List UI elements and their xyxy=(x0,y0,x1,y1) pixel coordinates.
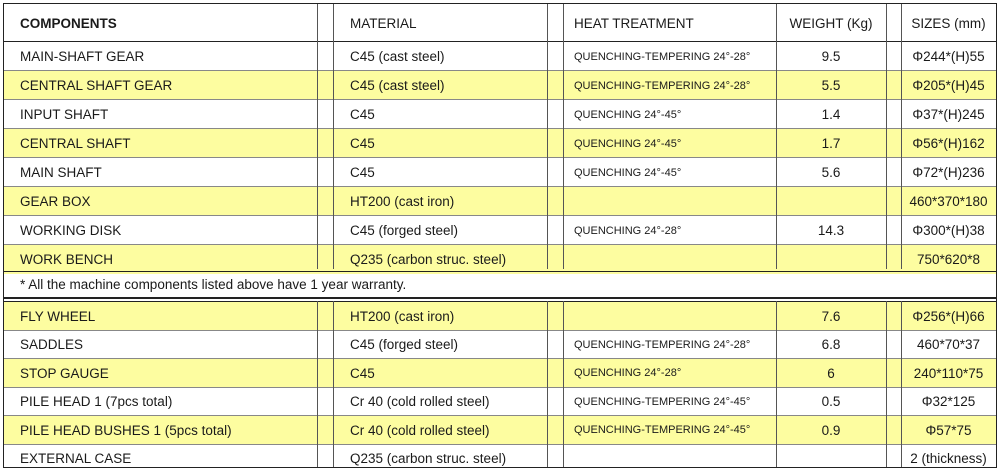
column-divider xyxy=(563,301,564,467)
cell-size: Φ57*75 xyxy=(901,416,996,445)
column-divider xyxy=(317,4,318,269)
column-divider xyxy=(901,301,902,467)
cell-material: C45 (cast steel) xyxy=(333,42,547,71)
cell-component: STOP GAUGE xyxy=(4,359,317,388)
cell-material: Q235 (carbon struc. steel) xyxy=(333,245,547,274)
cell-size: Φ256*(H)66 xyxy=(901,302,996,331)
cell-material: C45 xyxy=(333,129,547,158)
column-divider xyxy=(886,301,887,467)
cell-material: HT200 (cast iron) xyxy=(333,302,547,331)
column-divider xyxy=(563,4,564,269)
row-divider xyxy=(4,301,996,302)
column-divider xyxy=(547,301,548,467)
table-row xyxy=(4,71,996,100)
row-divider xyxy=(4,186,996,187)
cell-weight: 5.5 xyxy=(776,71,886,100)
cell-size: 240*110*75 xyxy=(901,359,996,388)
row-divider xyxy=(4,358,996,359)
cell-material: C45 xyxy=(333,359,547,388)
cell-material: C45 xyxy=(333,100,547,129)
cell-weight: 1.7 xyxy=(776,129,886,158)
cell-size: Φ205*(H)45 xyxy=(901,71,996,100)
cell-material: C45 (forged steel) xyxy=(333,216,547,245)
cell-weight: 5.6 xyxy=(776,158,886,187)
row-divider xyxy=(4,41,996,42)
cell-heat-treatment: QUENCHING-TEMPERING 24°-28° xyxy=(563,331,776,360)
cell-component: PILE HEAD BUSHES 1 (5pcs total) xyxy=(4,416,317,445)
row-divider xyxy=(4,271,996,272)
table-row xyxy=(4,216,996,245)
table-row xyxy=(4,302,996,331)
cell-weight xyxy=(776,445,886,473)
table-row xyxy=(4,187,996,216)
cell-size: 750*620*8 xyxy=(901,245,996,274)
cell-heat-treatment: QUENCHING-TEMPERING 24°-45° xyxy=(563,388,776,417)
cell-weight xyxy=(776,187,886,216)
cell-size: 2 (thickness) xyxy=(901,445,996,473)
row-divider xyxy=(4,244,996,245)
column-divider xyxy=(776,4,777,269)
cell-component: PILE HEAD 1 (7pcs total) xyxy=(4,388,317,417)
table-row xyxy=(4,42,996,71)
table-row xyxy=(4,331,996,360)
cell-material: Cr 40 (cold rolled steel) xyxy=(333,388,547,417)
table-row xyxy=(4,416,996,445)
cell-size: 460*370*180 xyxy=(901,187,996,216)
cell-component: EXTERNAL CASE xyxy=(4,445,317,473)
row-divider xyxy=(4,415,996,416)
cell-component: FLY WHEEL xyxy=(4,302,317,331)
cell-weight: 6.8 xyxy=(776,331,886,360)
column-divider xyxy=(901,4,902,269)
column-divider xyxy=(886,4,887,269)
cell-component: CENTRAL SHAFT xyxy=(4,129,317,158)
cell-component: WORK BENCH xyxy=(4,245,317,274)
header-sizes: SIZES (mm) xyxy=(901,4,996,42)
cell-component: SADDLES xyxy=(4,331,317,360)
table-row xyxy=(4,245,996,274)
cell-weight: 14.3 xyxy=(776,216,886,245)
cell-heat-treatment: QUENCHING-TEMPERING 24°-28° xyxy=(563,71,776,100)
cell-component: MAIN SHAFT xyxy=(4,158,317,187)
row-divider xyxy=(4,387,996,388)
cell-heat-treatment: QUENCHING 24°-28° xyxy=(563,216,776,245)
cell-size: Φ300*(H)38 xyxy=(901,216,996,245)
row-divider xyxy=(4,297,996,299)
row-divider xyxy=(4,330,996,331)
cell-weight: 0.9 xyxy=(776,416,886,445)
table-row xyxy=(4,158,996,187)
cell-material: C45 (forged steel) xyxy=(333,331,547,360)
cell-heat-treatment: QUENCHING 24°-45° xyxy=(563,129,776,158)
cell-weight: 1.4 xyxy=(776,100,886,129)
cell-size: Φ32*125 xyxy=(901,388,996,417)
cell-material: Cr 40 (cold rolled steel) xyxy=(333,416,547,445)
column-divider xyxy=(333,4,334,269)
cell-material: Q235 (carbon struc. steel) xyxy=(333,445,547,473)
header-components: COMPONENTS xyxy=(4,4,317,42)
row-divider xyxy=(4,128,996,129)
row-divider xyxy=(4,70,996,71)
cell-size: Φ37*(H)245 xyxy=(901,100,996,129)
table-row xyxy=(4,129,996,158)
cell-size: 460*70*37 xyxy=(901,331,996,360)
header-material: MATERIAL xyxy=(333,4,547,42)
cell-material: C45 (cast steel) xyxy=(333,71,547,100)
cell-weight: 9.5 xyxy=(776,42,886,71)
cell-size: Φ72*(H)236 xyxy=(901,158,996,187)
cell-component: MAIN-SHAFT GEAR xyxy=(4,42,317,71)
cell-material: HT200 (cast iron) xyxy=(333,187,547,216)
column-divider xyxy=(776,301,777,467)
column-divider xyxy=(333,301,334,467)
cell-component: CENTRAL SHAFT GEAR xyxy=(4,71,317,100)
cell-weight: 0.5 xyxy=(776,388,886,417)
table-row xyxy=(4,359,996,388)
cell-heat-treatment xyxy=(563,187,776,216)
cell-size: Φ56*(H)162 xyxy=(901,129,996,158)
cell-weight: 7.6 xyxy=(776,302,886,331)
cell-weight xyxy=(776,245,886,274)
column-divider xyxy=(317,301,318,467)
header-weight: WEIGHT (Kg) xyxy=(776,4,886,42)
cell-heat-treatment xyxy=(563,445,776,473)
table-row xyxy=(4,445,996,473)
row-divider xyxy=(4,444,996,445)
components-table xyxy=(3,3,997,468)
table-row xyxy=(4,100,996,129)
cell-material: C45 xyxy=(333,158,547,187)
row-divider xyxy=(4,215,996,216)
cell-heat-treatment: QUENCHING-TEMPERING 24°-28° xyxy=(563,42,776,71)
cell-component: WORKING DISK xyxy=(4,216,317,245)
cell-component: INPUT SHAFT xyxy=(4,100,317,129)
row-divider xyxy=(4,99,996,100)
cell-heat-treatment xyxy=(563,302,776,331)
cell-heat-treatment: QUENCHING 24°-45° xyxy=(563,158,776,187)
column-divider xyxy=(547,4,548,269)
cell-heat-treatment xyxy=(563,245,776,274)
warranty-note: * All the machine components listed above have 1 year warranty. xyxy=(4,272,996,296)
row-divider xyxy=(4,157,996,158)
cell-size: Φ244*(H)55 xyxy=(901,42,996,71)
table-header-row xyxy=(4,4,996,42)
cell-component: GEAR BOX xyxy=(4,187,317,216)
cell-heat-treatment: QUENCHING 24°-28° xyxy=(563,359,776,388)
header-heat-treatment: HEAT TREATMENT xyxy=(563,4,776,42)
cell-heat-treatment: QUENCHING 24°-45° xyxy=(563,100,776,129)
table-row xyxy=(4,388,996,417)
cell-weight: 6 xyxy=(776,359,886,388)
cell-heat-treatment: QUENCHING-TEMPERING 24°-45° xyxy=(563,416,776,445)
